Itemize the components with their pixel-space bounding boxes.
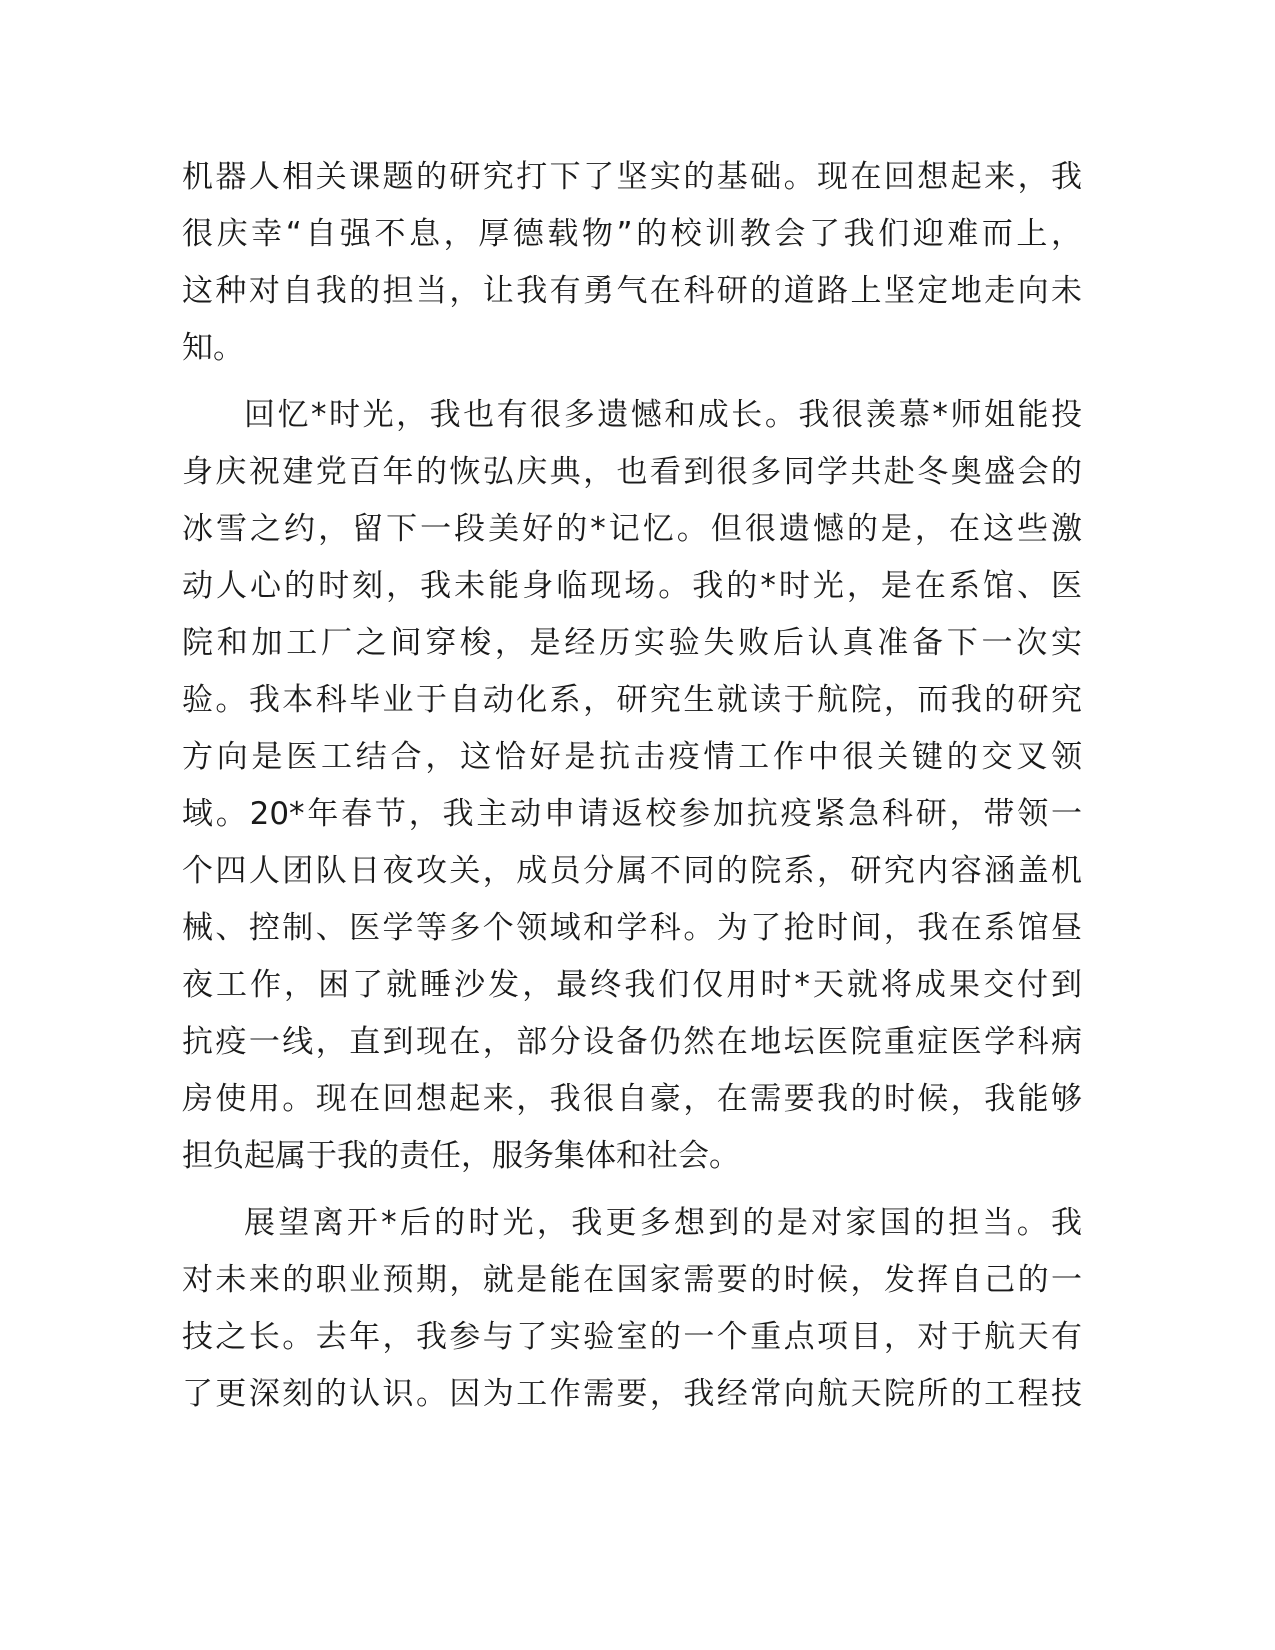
paragraph — [182, 387, 1082, 1185]
document-body — [182, 149, 1082, 1423]
text-line: 技之长。去年，我参与了实验室的一个重点项目，对于航天有 — [182, 1319, 1082, 1355]
paragraph — [182, 1195, 1082, 1423]
text-line: 抗疫一线，直到现在，部分设备仍然在地坛医院重症医学科病 — [182, 1024, 1082, 1060]
text-line: 域。20*年春节，我主动申请返校参加抗疫紧急科研，带领一 — [182, 796, 1082, 832]
text-line: 这种对自我的担当，让我有勇气在科研的道路上坚定地走向未 — [182, 273, 1082, 309]
text-line: 夜工作，困了就睡沙发，最终我们仅用时*天就将成果交付到 — [182, 967, 1082, 1003]
text-line: 展望离开*后的时光，我更多想到的是对家国的担当。我 — [244, 1205, 1082, 1241]
text-line: 个四人团队日夜攻关，成员分属不同的院系，研究内容涵盖机 — [182, 853, 1082, 889]
text-line: 冰雪之约，留下一段美好的*记忆。但很遗憾的是，在这些激 — [182, 511, 1082, 547]
text-line: 验。我本科毕业于自动化系，研究生就读于航院，而我的研究 — [182, 682, 1082, 718]
text-line: 知。 — [182, 330, 244, 366]
text-line: 械、控制、医学等多个领域和学科。为了抢时间，我在系馆昼 — [182, 910, 1082, 946]
text-line: 方向是医工结合，这恰好是抗击疫情工作中很关键的交叉领 — [182, 739, 1082, 775]
text-line: 房使用。现在回想起来，我很自豪，在需要我的时候，我能够 — [182, 1081, 1082, 1117]
text-line: 回忆*时光，我也有很多遗憾和成长。我很羡慕*师姐能投 — [244, 397, 1082, 433]
text-line: 动人心的时刻，我未能身临现场。我的*时光，是在系馆、医 — [182, 568, 1082, 604]
text-line: 了更深刻的认识。因为工作需要，我经常向航天院所的工程技 — [182, 1376, 1082, 1412]
paragraph — [182, 149, 1082, 377]
text-line: 很庆幸“自强不息，厚德载物”的校训教会了我们迎难而上， — [182, 216, 1082, 252]
text-line: 对未来的职业预期，就是能在国家需要的时候，发挥自己的一 — [182, 1262, 1082, 1298]
text-line: 身庆祝建党百年的恢弘庆典，也看到很多同学共赴冬奥盛会的 — [182, 454, 1082, 490]
text-line: 机器人相关课题的研究打下了坚实的基础。现在回想起来，我 — [182, 159, 1082, 195]
text-line: 院和加工厂之间穿梭，是经历实验失败后认真准备下一次实 — [182, 625, 1082, 661]
text-line: 担负起属于我的责任，服务集体和社会。 — [182, 1138, 740, 1174]
